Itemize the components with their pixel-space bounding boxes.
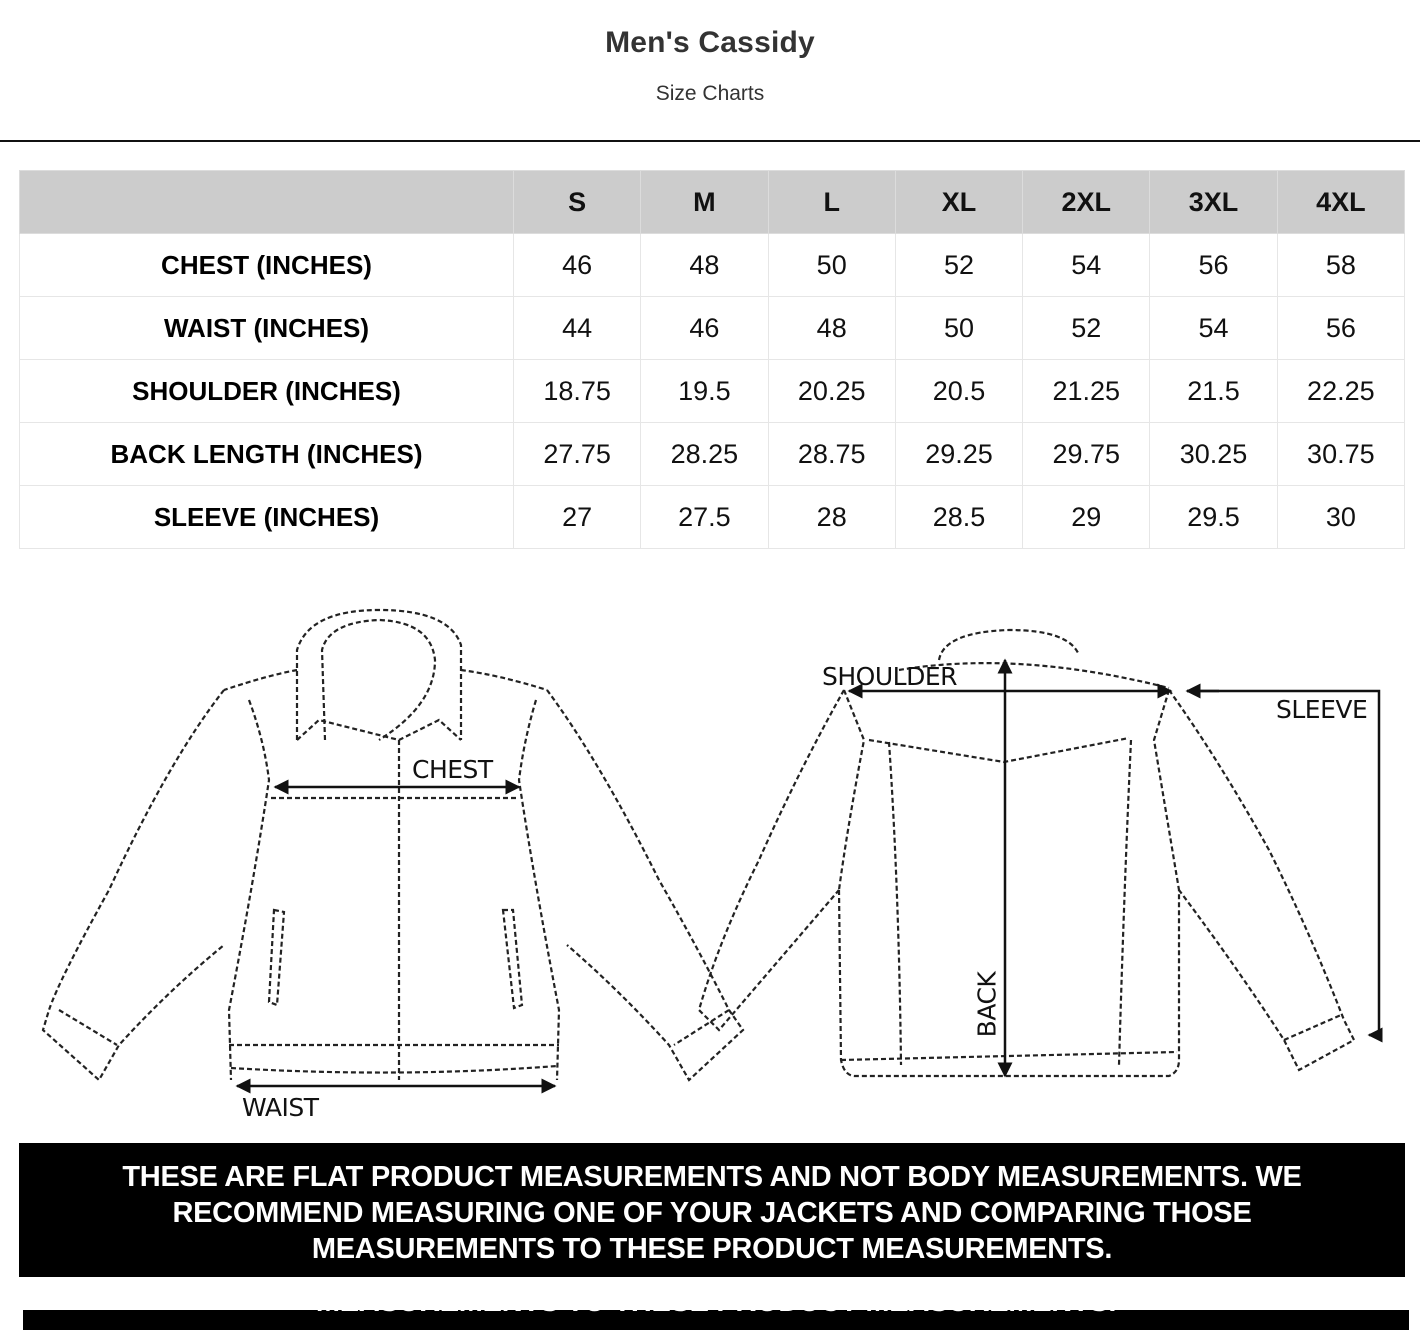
cell-value: 50 bbox=[895, 297, 1022, 360]
table-row-chest bbox=[20, 234, 1405, 297]
shoulder-label: SHOULDER bbox=[822, 662, 957, 691]
notice-line: RECOMMEND MEASURING ONE OF YOUR JACKETS AND COMPARING THOSE bbox=[172, 1197, 1252, 1229]
cell-value: 44 bbox=[514, 297, 641, 360]
cell-value: 54 bbox=[1150, 297, 1277, 360]
size-header-l: L bbox=[768, 171, 895, 234]
cell-value: 30.75 bbox=[1277, 423, 1404, 486]
row-label: SLEEVE (INCHES) bbox=[20, 486, 514, 549]
cell-value: 22.25 bbox=[1277, 360, 1404, 423]
cell-value: 56 bbox=[1277, 297, 1404, 360]
cell-value: 19.5 bbox=[641, 360, 768, 423]
cell-value: 29 bbox=[1023, 486, 1150, 549]
cell-value: 50 bbox=[768, 234, 895, 297]
header-corner-cell bbox=[20, 171, 514, 234]
cell-value: 20.5 bbox=[895, 360, 1022, 423]
cell-value: 21.5 bbox=[1150, 360, 1277, 423]
chest-label: CHEST bbox=[412, 755, 493, 784]
size-header-2xl: 2XL bbox=[1023, 171, 1150, 234]
notice-banner-duplicate-cropped bbox=[23, 1286, 1409, 1330]
size-header-4xl: 4XL bbox=[1277, 171, 1404, 234]
cell-value: 28.75 bbox=[768, 423, 895, 486]
cell-value: 58 bbox=[1277, 234, 1404, 297]
table-row-sleeve bbox=[20, 486, 1405, 549]
sleeve-label: SLEEVE bbox=[1276, 695, 1368, 724]
cell-value: 52 bbox=[1023, 297, 1150, 360]
size-header-row bbox=[20, 171, 1405, 234]
cell-value: 27.5 bbox=[641, 486, 768, 549]
page-title: Men's Cassidy bbox=[605, 26, 815, 59]
row-label: WAIST (INCHES) bbox=[20, 297, 514, 360]
cell-value: 29.25 bbox=[895, 423, 1022, 486]
cell-value: 48 bbox=[768, 297, 895, 360]
cell-value: 27 bbox=[514, 486, 641, 549]
cell-value: 29.75 bbox=[1023, 423, 1150, 486]
table-row-back-length bbox=[20, 423, 1405, 486]
cell-value: 28 bbox=[768, 486, 895, 549]
jacket-outline-icon bbox=[19, 590, 1405, 1140]
waist-label: WAIST bbox=[242, 1093, 319, 1122]
cell-value: 21.25 bbox=[1023, 360, 1150, 423]
cell-value: 48 bbox=[641, 234, 768, 297]
cell-value: 46 bbox=[641, 297, 768, 360]
cell-value: 52 bbox=[895, 234, 1022, 297]
size-header-3xl: 3XL bbox=[1150, 171, 1277, 234]
cell-value: 27.75 bbox=[514, 423, 641, 486]
notice-line: THESE ARE FLAT PRODUCT MEASUREMENTS AND NOT BODY MEASUREMENTS. WE bbox=[122, 1161, 1302, 1193]
size-header-m: M bbox=[641, 171, 768, 234]
notice-line: MEASUREMENTS TO THESE PRODUCT MEASUREMENTS. bbox=[311, 1233, 1113, 1265]
measurement-notice-banner bbox=[19, 1143, 1405, 1277]
row-label: CHEST (INCHES) bbox=[20, 234, 514, 297]
row-label: SHOULDER (INCHES) bbox=[20, 360, 514, 423]
cell-value: 30.25 bbox=[1150, 423, 1277, 486]
notice-line: MEASUREMENTS TO THESE PRODUCT MEASUREMENTS. bbox=[315, 1286, 1117, 1318]
cell-value: 29.5 bbox=[1150, 486, 1277, 549]
size-header-xl: XL bbox=[895, 171, 1022, 234]
table-row-waist bbox=[20, 297, 1405, 360]
page-header bbox=[0, 0, 1420, 142]
cell-value: 46 bbox=[514, 234, 641, 297]
size-chart-table bbox=[19, 170, 1405, 549]
row-label: BACK LENGTH (INCHES) bbox=[20, 423, 514, 486]
table-row-shoulder bbox=[20, 360, 1405, 423]
cell-value: 28.5 bbox=[895, 486, 1022, 549]
cell-value: 56 bbox=[1150, 234, 1277, 297]
page-subtitle: Size Charts bbox=[655, 82, 765, 105]
cell-value: 30 bbox=[1277, 486, 1404, 549]
cell-value: 54 bbox=[1023, 234, 1150, 297]
measurement-diagram bbox=[19, 590, 1405, 1140]
cell-value: 28.25 bbox=[641, 423, 768, 486]
size-header-s: S bbox=[514, 171, 641, 234]
cell-value: 18.75 bbox=[514, 360, 641, 423]
back-label: BACK bbox=[972, 971, 1002, 1038]
cell-value: 20.25 bbox=[768, 360, 895, 423]
